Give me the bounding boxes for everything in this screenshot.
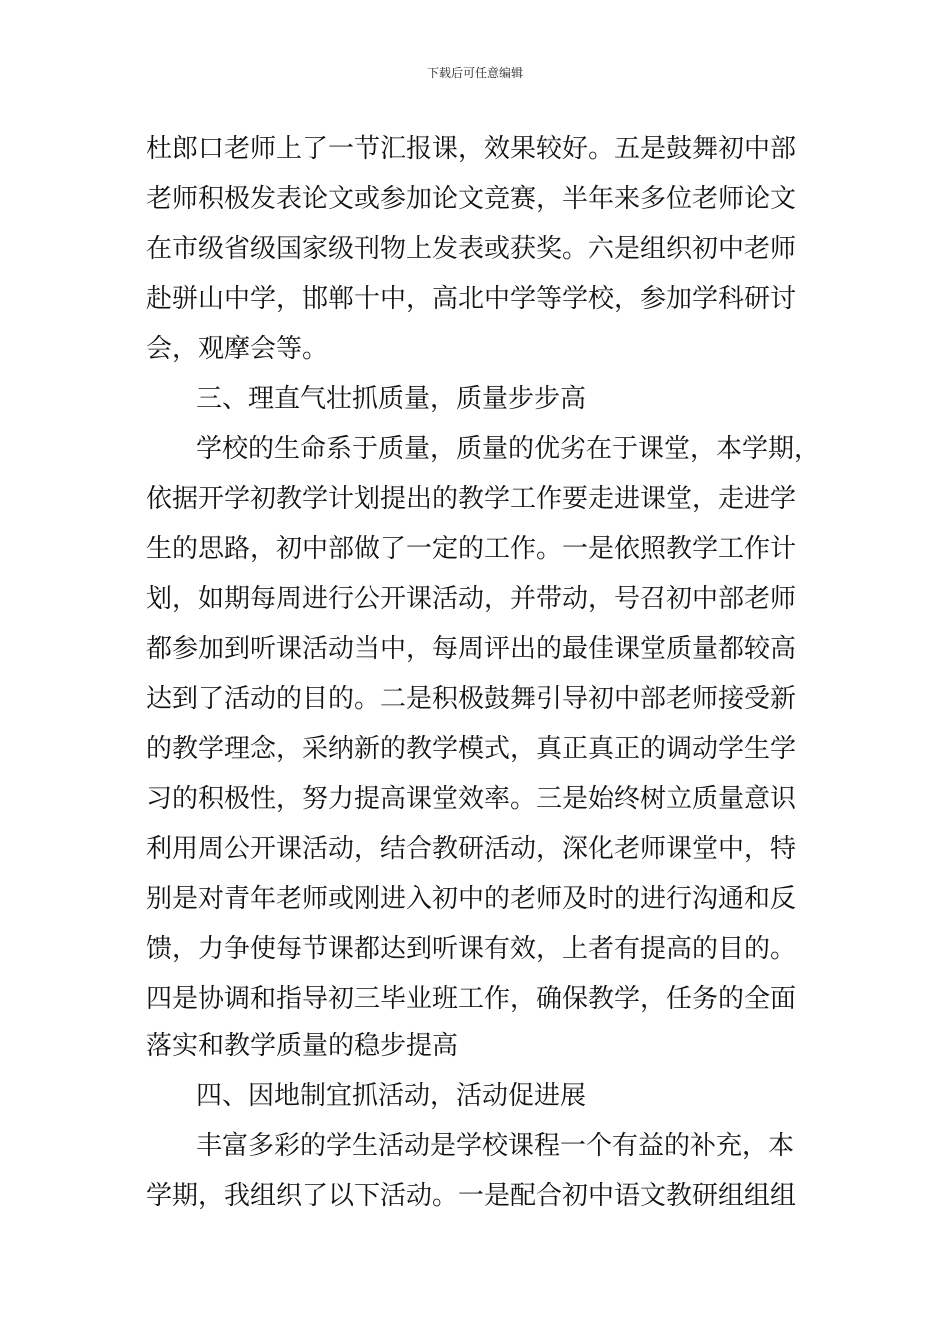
body-line: 都参加到听课活动当中，每周评出的最佳课堂质量都较高	[146, 634, 797, 664]
body-line: 在市级省级国家级刊物上发表或获奖。六是组织初中老师	[146, 234, 797, 264]
body-line: 四是协调和指导初三毕业班工作，确保教学，任务的全面	[146, 984, 797, 1014]
body-line: 杜郎口老师上了一节汇报课，效果较好。五是鼓舞初中部	[146, 134, 797, 164]
body-line: 馈，力争使每节课都达到听课有效，上者有提高的目的。	[146, 934, 797, 964]
body-line: 达到了活动的目的。二是积极鼓舞引导初中部老师接受新	[146, 684, 797, 714]
body-line: 老师积极发表论文或参加论文竞赛，半年来多位老师论文	[146, 184, 797, 214]
body-line: 学校的生命系于质量，质量的优劣在于课堂，本学期，	[196, 434, 821, 464]
body-line: 赴骈山中学，邯郸十中，高北中学等学校，参加学科研讨	[146, 284, 797, 314]
body-line: 的教学理念，采纳新的教学模式，真正真正的调动学生学	[146, 734, 797, 764]
body-line: 习的积极性，努力提高课堂效率。三是始终树立质量意识	[146, 784, 797, 814]
section-heading: 三、理直气壮抓质量，质量步步高	[196, 384, 587, 414]
section-heading: 四、因地制宜抓活动，活动促进展	[196, 1081, 587, 1111]
body-line: 别是对青年老师或刚进入初中的老师及时的进行沟通和反	[146, 884, 797, 914]
body-line: 生的思路，初中部做了一定的工作。一是依照教学工作计	[146, 534, 797, 564]
body-line: 划，如期每周进行公开课活动，并带动，号召初中部老师	[146, 584, 797, 614]
body-line: 学期，我组织了以下活动。一是配合初中语文教研组组组	[146, 1181, 797, 1211]
body-line: 落实和教学质量的稳步提高	[146, 1031, 459, 1061]
body-line: 丰富多彩的学生活动是学校课程一个有益的补充，本	[196, 1131, 795, 1161]
body-line: 依据开学初教学计划提出的教学工作要走进课堂，走进学	[146, 484, 797, 514]
page-header: 下载后可任意编辑	[426, 66, 523, 80]
body-line: 利用周公开课活动，结合教研活动，深化老师课堂中，特	[146, 834, 797, 864]
body-line: 会，观摩会等。	[146, 334, 329, 364]
